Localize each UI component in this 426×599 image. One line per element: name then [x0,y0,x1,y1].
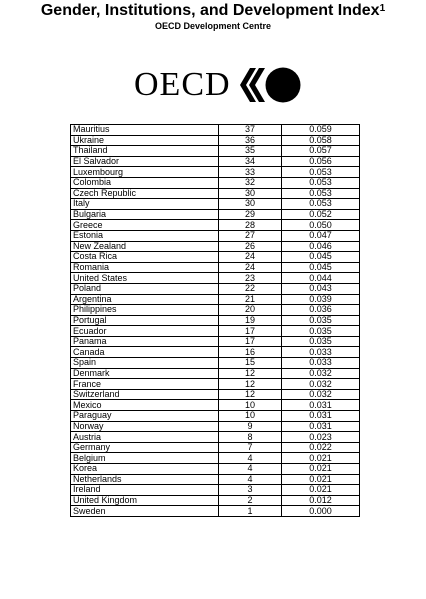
table-row [71,220,360,231]
value-cell: 0.045 [282,252,360,263]
rank-cell: 36 [219,135,282,146]
country-cell: Philippines [71,305,219,316]
value-cell: 0.052 [282,209,360,220]
country-cell: Switzerland [71,389,219,400]
table-row [71,421,360,432]
table-row [71,230,360,241]
rank-cell: 29 [219,209,282,220]
table-row [71,358,360,369]
oecd-logo-text: OECD [134,66,231,103]
value-cell: 0.059 [282,125,360,136]
value-cell: 0.035 [282,326,360,337]
value-cell: 0.032 [282,389,360,400]
table-row [71,199,360,210]
table-row [71,442,360,453]
country-cell: Estonia [71,230,219,241]
table-row [71,125,360,136]
rank-cell: 8 [219,432,282,443]
rank-cell: 20 [219,305,282,316]
value-cell: 0.036 [282,305,360,316]
rank-cell: 16 [219,347,282,358]
value-cell: 0.032 [282,368,360,379]
value-cell: 0.023 [282,432,360,443]
table-row [71,336,360,347]
rank-cell: 12 [219,389,282,400]
country-cell: United States [71,273,219,284]
country-cell: Luxembourg [71,167,219,178]
table-row [71,485,360,496]
value-cell: 0.032 [282,379,360,390]
value-cell: 0.053 [282,177,360,188]
value-cell: 0.058 [282,135,360,146]
country-cell: Sweden [71,506,219,517]
country-cell: Canada [71,347,219,358]
country-cell: Czech Republic [71,188,219,199]
table-row [71,326,360,337]
country-cell: Bulgaria [71,209,219,220]
rank-cell: 26 [219,241,282,252]
rank-cell: 10 [219,411,282,422]
rank-cell: 17 [219,336,282,347]
value-cell: 0.047 [282,230,360,241]
country-cell: Germany [71,442,219,453]
page-title [0,2,426,20]
table-row [71,400,360,411]
oecd-chevron-globe-logo-icon [237,65,303,105]
rank-cell: 9 [219,421,282,432]
value-cell: 0.053 [282,188,360,199]
rank-cell: 34 [219,156,282,167]
value-cell: 0.044 [282,273,360,284]
country-cell: Colombia [71,177,219,188]
country-cell: Mauritius [71,125,219,136]
table-row [71,368,360,379]
rank-cell: 19 [219,315,282,326]
rank-cell: 24 [219,252,282,263]
country-cell: Italy [71,199,219,210]
table-row [71,146,360,157]
value-cell: 0.033 [282,347,360,358]
value-cell: 0.021 [282,464,360,475]
rank-cell: 32 [219,177,282,188]
rank-cell: 4 [219,474,282,485]
country-cell: Denmark [71,368,219,379]
country-cell: Ecuador [71,326,219,337]
oecd-logo [134,62,304,108]
value-cell: 0.000 [282,506,360,517]
value-cell: 0.039 [282,294,360,305]
logo-globe [265,68,300,103]
table-row [71,315,360,326]
table-row [71,135,360,146]
rank-cell: 12 [219,368,282,379]
country-cell: El Salvador [71,156,219,167]
table-row [71,379,360,390]
country-cell: Argentina [71,294,219,305]
rank-cell: 21 [219,294,282,305]
rank-cell: 2 [219,495,282,506]
table-row [71,294,360,305]
table-row [71,474,360,485]
rank-cell: 4 [219,453,282,464]
table-row [71,389,360,400]
value-cell: 0.031 [282,421,360,432]
table-row [71,411,360,422]
country-cell: Paraguay [71,411,219,422]
title-text: Gender, Institutions, and Development Index [40,2,380,19]
gid-index-table [70,124,360,517]
rank-cell: 3 [219,485,282,496]
table-row [71,283,360,294]
rank-cell: 7 [219,442,282,453]
country-cell: Romania [71,262,219,273]
rank-cell: 27 [219,230,282,241]
rank-cell: 12 [219,379,282,390]
value-cell: 0.045 [282,262,360,273]
table-row [71,495,360,506]
table-row [71,506,360,517]
table-body [71,125,360,517]
country-cell: Ireland [71,485,219,496]
table-row [71,262,360,273]
value-cell: 0.021 [282,485,360,496]
value-cell: 0.035 [282,336,360,347]
country-cell: Norway [71,421,219,432]
table-row [71,273,360,284]
value-cell: 0.012 [282,495,360,506]
country-cell: Thailand [71,146,219,157]
rank-cell: 10 [219,400,282,411]
country-cell: Korea [71,464,219,475]
table-row [71,167,360,178]
table-row [71,209,360,220]
rank-cell: 30 [219,188,282,199]
rank-cell: 22 [219,283,282,294]
table-row [71,432,360,443]
value-cell: 0.056 [282,156,360,167]
value-cell: 0.033 [282,358,360,369]
country-cell: Ukraine [71,135,219,146]
rank-cell: 24 [219,262,282,273]
table-row [71,188,360,199]
value-cell: 0.046 [282,241,360,252]
value-cell: 0.021 [282,474,360,485]
value-cell: 0.035 [282,315,360,326]
value-cell: 0.057 [282,146,360,157]
country-cell: Mexico [71,400,219,411]
table-row [71,252,360,263]
table-row [71,241,360,252]
country-cell: Portugal [71,315,219,326]
rank-cell: 4 [219,464,282,475]
value-cell: 0.031 [282,400,360,411]
country-cell: Poland [71,283,219,294]
table-row [71,347,360,358]
country-cell: Belgium [71,453,219,464]
value-cell: 0.043 [282,283,360,294]
country-cell: United Kingdom [71,495,219,506]
rank-cell: 35 [219,146,282,157]
value-cell: 0.053 [282,167,360,178]
country-cell: New Zealand [71,241,219,252]
table-row [71,156,360,167]
table-row [71,453,360,464]
page-subtitle: OECD Development Centre [154,21,272,31]
value-cell: 0.022 [282,442,360,453]
title-footnote-marker: 1 [379,3,386,14]
table-row [71,464,360,475]
rank-cell: 23 [219,273,282,284]
rank-cell: 28 [219,220,282,231]
value-cell: 0.021 [282,453,360,464]
rank-cell: 17 [219,326,282,337]
country-cell: Greece [71,220,219,231]
country-cell: Panama [71,336,219,347]
value-cell: 0.053 [282,199,360,210]
value-cell: 0.050 [282,220,360,231]
rank-cell: 15 [219,358,282,369]
rank-cell: 37 [219,125,282,136]
rank-cell: 33 [219,167,282,178]
country-cell: Austria [71,432,219,443]
country-cell: Netherlands [71,474,219,485]
rank-cell: 1 [219,506,282,517]
rank-cell: 30 [219,199,282,210]
country-cell: Spain [71,358,219,369]
country-cell: France [71,379,219,390]
country-cell: Costa Rica [71,252,219,263]
value-cell: 0.031 [282,411,360,422]
table-row [71,305,360,316]
table-row [71,177,360,188]
